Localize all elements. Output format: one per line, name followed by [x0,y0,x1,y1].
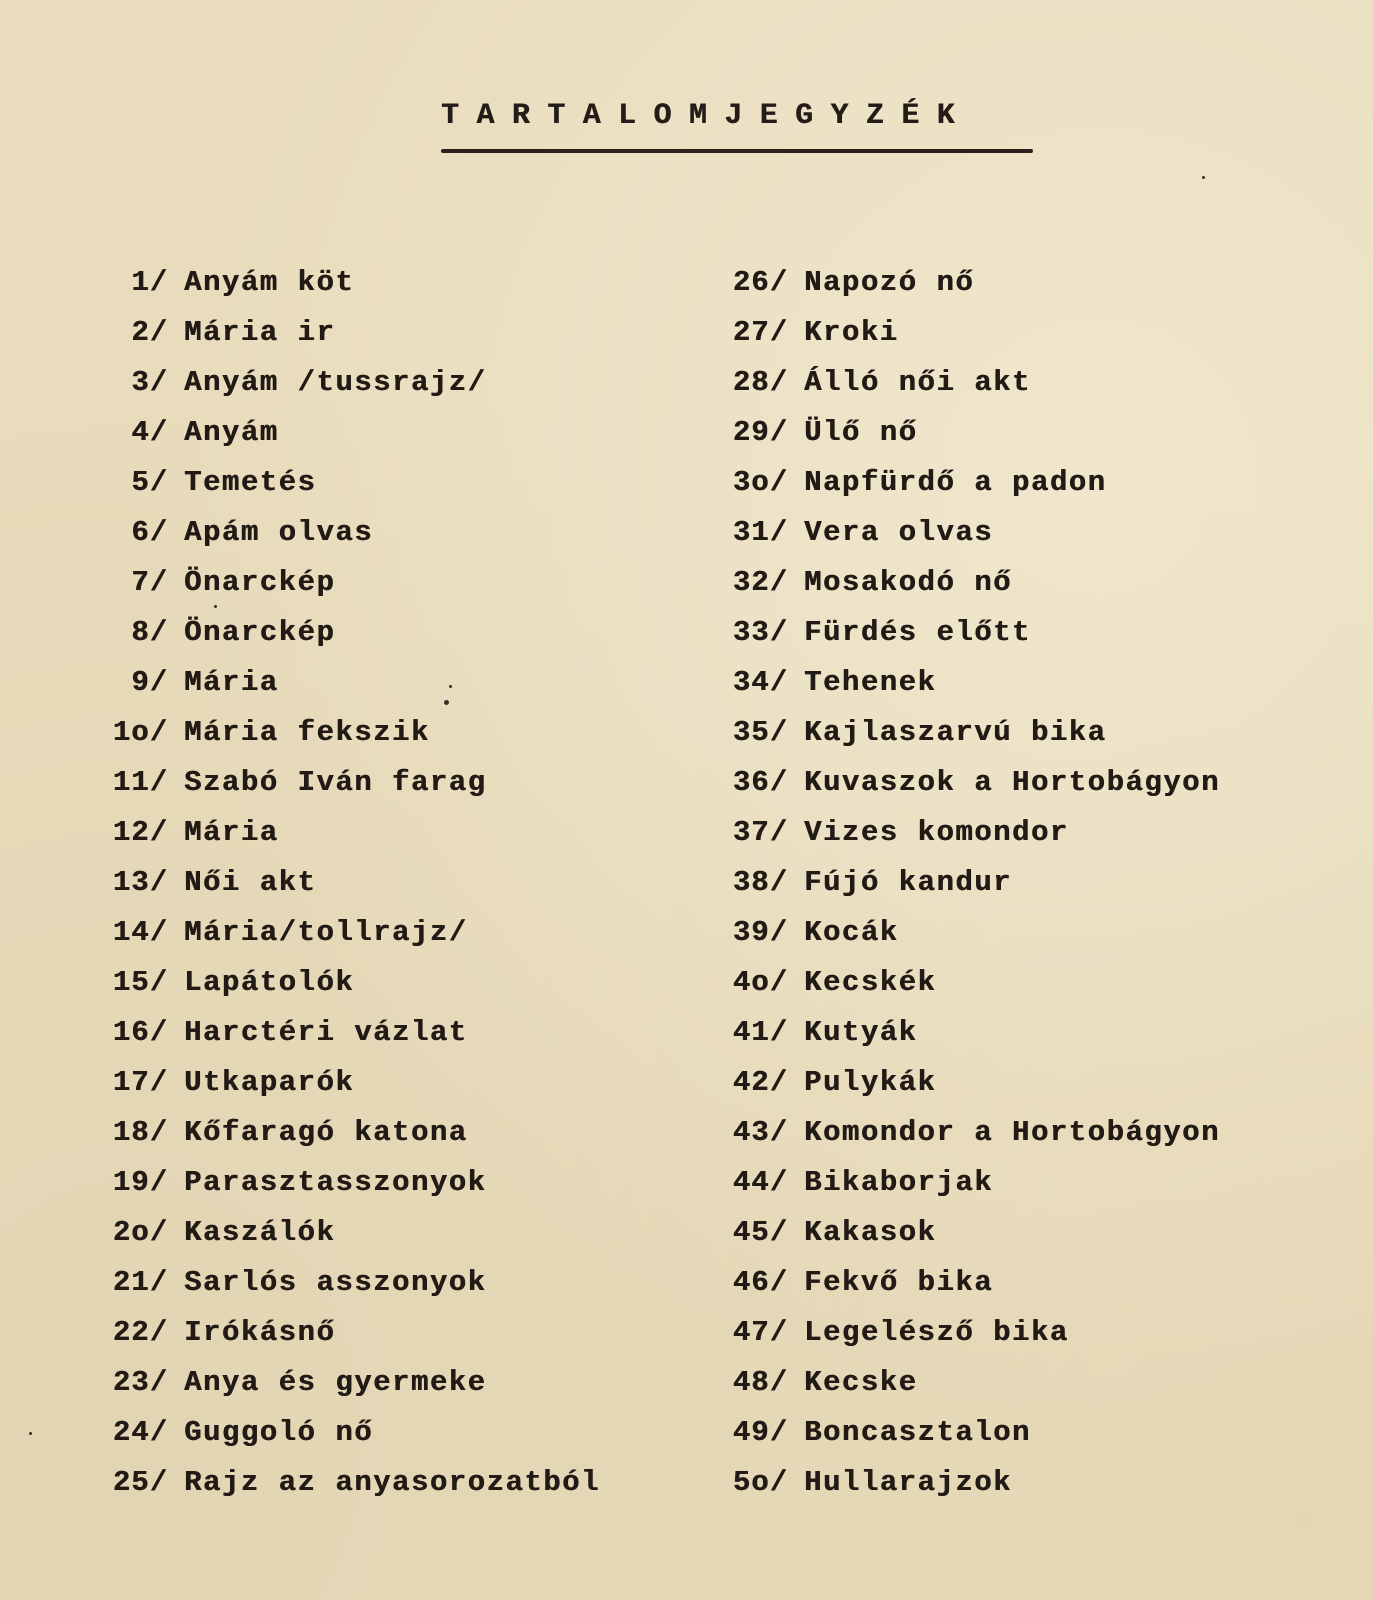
toc-entry [704,708,1220,758]
toc-entry-title: Apám olvas [184,516,374,549]
toc-entry-number: 2o/ [112,1216,168,1249]
toc-entry-title: Fújó kandur [804,866,1012,899]
toc-entry-title: Anyám köt [184,266,355,299]
toc-entry-title: Mária [184,666,279,699]
toc-entry [84,1008,600,1058]
toc-entry-number: 49/ [732,1416,788,1449]
toc-entry [84,408,600,458]
toc-entry-title: Önarckép [184,616,336,649]
toc-entry-number: 39/ [732,916,788,949]
toc-entry-number: 37/ [732,816,788,849]
toc-entry-number: 9/ [131,666,168,699]
toc-entry [704,1058,1220,1108]
toc-entry [704,1258,1220,1308]
toc-entry [84,1458,600,1508]
toc-entry-title: Boncasztalon [804,1416,1031,1449]
toc-entry-title: Utkaparók [184,1066,355,1099]
toc-entry-number: 4o/ [732,966,788,999]
toc-entry [84,758,600,808]
toc-entry-number: 1o/ [112,716,168,749]
toc-entry-title: Álló női akt [804,366,1031,399]
toc-entry-number: 46/ [732,1266,788,1299]
toc-entry-title: Legelésző bika [804,1316,1069,1349]
toc-entry-title: Mária [184,816,279,849]
toc-entry [704,1108,1220,1158]
toc-entry-number: 31/ [732,516,788,549]
toc-entry [84,1408,600,1458]
toc-entry-title: Komondor a Hortobágyon [804,1116,1220,1149]
toc-entry-number: 7/ [131,566,168,599]
toc-entry-title: Mária/tollrajz/ [184,916,468,949]
toc-entry-number: 16/ [112,1016,168,1049]
toc-entry-number: 12/ [112,816,168,849]
toc-entry-title: Mária ir [184,316,336,349]
toc-column-right [704,258,1220,1508]
toc-entry-title: Szabó Iván farag [184,766,487,799]
toc-column-left [84,258,600,1508]
toc-entry [84,858,600,908]
toc-entry-number: 36/ [732,766,788,799]
toc-entry-number: 3o/ [732,466,788,499]
page-title: TARTALOMJEGYZÉK [441,99,973,133]
toc-entry-number: 1/ [131,266,168,299]
toc-entry-title: Vizes komondor [804,816,1069,849]
toc-entry-title: Kutyák [804,1016,918,1049]
toc-entry-title: Temetés [184,466,317,499]
toc-entry [704,558,1220,608]
toc-entry-title: Kajlaszarvú bika [804,716,1107,749]
toc-entry-title: Kakasok [804,1216,937,1249]
toc-entry-number: 41/ [732,1016,788,1049]
toc-entry-number: 8/ [131,616,168,649]
toc-entry [84,1308,600,1358]
toc-entry [84,358,600,408]
toc-entry-title: Fekvő bika [804,1266,994,1299]
toc-entry [704,508,1220,558]
toc-entry [704,458,1220,508]
toc-entry-number: 34/ [732,666,788,699]
ink-speck [449,685,452,688]
toc-entry [704,808,1220,858]
toc-entry-title: Hullarajzok [804,1466,1012,1499]
toc-entry-title: Kecskék [804,966,937,999]
toc-entry-title: Pulykák [804,1066,937,1099]
toc-entry [84,308,600,358]
toc-entry [84,1158,600,1208]
toc-entry [84,958,600,1008]
toc-entry [84,908,600,958]
toc-entry-number: 18/ [112,1116,168,1149]
toc-entry-number: 24/ [112,1416,168,1449]
toc-entry [704,1208,1220,1258]
ink-speck [444,700,449,705]
toc-entry-number: 33/ [732,616,788,649]
toc-entry-title: Tehenek [804,666,937,699]
toc-entry-number: 45/ [732,1216,788,1249]
toc-entry-number: 35/ [732,716,788,749]
toc-entry-title: Anyám [184,416,279,449]
toc-entry [704,1458,1220,1508]
toc-entry-title: Bikaborjak [804,1166,994,1199]
ink-speck [214,605,217,608]
toc-entry-title: Önarckép [184,566,336,599]
toc-entry-number: 4/ [131,416,168,449]
toc-entry-number: 25/ [112,1466,168,1499]
toc-entry-number: 21/ [112,1266,168,1299]
toc-entry-number: 17/ [112,1066,168,1099]
toc-entry-title: Kőfaragó katona [184,1116,468,1149]
toc-entry-number: 42/ [732,1066,788,1099]
toc-entry-number: 47/ [732,1316,788,1349]
toc-entry [84,608,600,658]
toc-entry-title: Kuvaszok a Hortobágyon [804,766,1220,799]
toc-entry-number: 15/ [112,966,168,999]
toc-entry [704,1358,1220,1408]
toc-entry [704,1408,1220,1458]
toc-entry [704,1008,1220,1058]
toc-entry-title: Sarlós asszonyok [184,1266,487,1299]
toc-entry-number: 38/ [732,866,788,899]
toc-entry-number: 2/ [131,316,168,349]
toc-entry [704,858,1220,908]
toc-entry [84,508,600,558]
toc-entry [84,1258,600,1308]
toc-entry [704,658,1220,708]
toc-entry-number: 29/ [732,416,788,449]
toc-entry-number: 6/ [131,516,168,549]
toc-entry-title: Rajz az anyasorozatból [184,1466,600,1499]
toc-entry [704,1158,1220,1208]
heading-block [441,96,1033,153]
title-underline [441,149,1033,153]
toc-entry-number: 44/ [732,1166,788,1199]
toc-entry [704,958,1220,1008]
toc-entry-number: 5/ [131,466,168,499]
toc-entry-title: Kaszálók [184,1216,336,1249]
toc-entry-title: Napfürdő a padon [804,466,1107,499]
toc-entry-title: Női akt [184,866,317,899]
toc-entry-number: 32/ [732,566,788,599]
toc-entry [704,358,1220,408]
toc-entry-number: 48/ [732,1366,788,1399]
toc-entry [84,458,600,508]
toc-entry [704,908,1220,958]
toc-entry [84,1208,600,1258]
toc-entry-number: 27/ [732,316,788,349]
toc-entry [704,1308,1220,1358]
toc-entry-title: Harctéri vázlat [184,1016,468,1049]
toc-entry-title: Fürdés előtt [804,616,1031,649]
ink-speck [29,1432,32,1435]
toc-entry [704,308,1220,358]
toc-entry-title: Vera olvas [804,516,994,549]
toc-entry [84,558,600,608]
toc-entry-title: Kocák [804,916,899,949]
toc-entry [84,1108,600,1158]
toc-entry-title: Kroki [804,316,899,349]
toc-entry [704,408,1220,458]
toc-entry [84,658,600,708]
toc-entry-title: Anyám /tussrajz/ [184,366,487,399]
toc-entry-title: Parasztasszonyok [184,1166,487,1199]
toc-entry [84,808,600,858]
toc-entry-number: 3/ [131,366,168,399]
toc-entry [84,1058,600,1108]
toc-entry-number: 23/ [112,1366,168,1399]
toc-entry [704,258,1220,308]
toc-entry-title: Mosakodó nő [804,566,1012,599]
toc-entry [704,758,1220,808]
toc-entry-title: Mária fekszik [184,716,430,749]
toc-entry-number: 13/ [112,866,168,899]
toc-entry-number: 14/ [112,916,168,949]
toc-entry [84,708,600,758]
toc-entry-title: Irókásnő [184,1316,336,1349]
ink-speck [1202,176,1205,179]
toc-entry-title: Napozó nő [804,266,975,299]
toc-entry-number: 26/ [732,266,788,299]
toc-entry-title: Guggoló nő [184,1416,374,1449]
toc-entry-number: 28/ [732,366,788,399]
toc-entry-number: 43/ [732,1116,788,1149]
toc-entry-title: Anya és gyermeke [184,1366,487,1399]
toc-entry-number: 11/ [112,766,168,799]
toc-entry-title: Lapátolók [184,966,355,999]
toc-entry-number: 19/ [112,1166,168,1199]
toc-entry [84,258,600,308]
toc-entry [84,1358,600,1408]
toc-entry-title: Ülő nő [804,416,918,449]
toc-entry-title: Kecske [804,1366,918,1399]
toc-entry [704,608,1220,658]
toc-entry-number: 5o/ [732,1466,788,1499]
toc-entry-number: 22/ [112,1316,168,1349]
